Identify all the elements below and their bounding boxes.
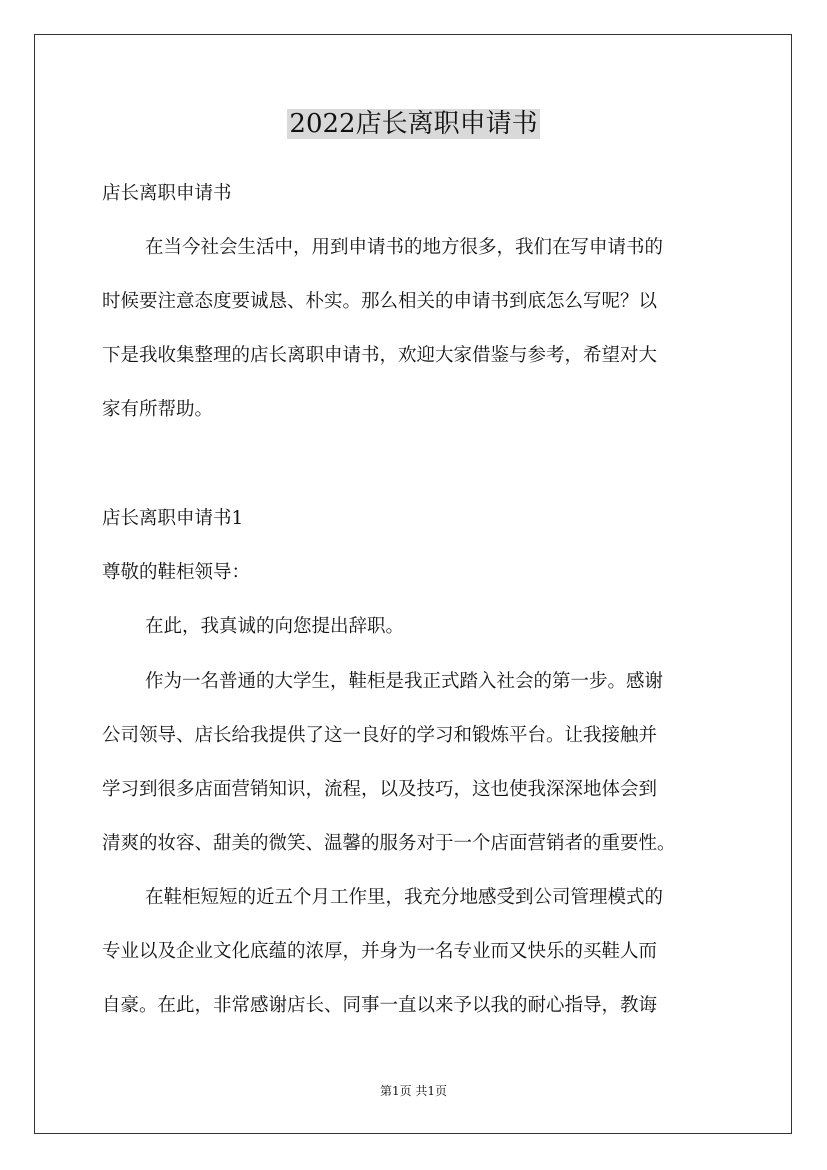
paragraph-line: 时候要注意态度要诚恳、朴实。那么相关的申请书到底怎么写呢？以 (102, 291, 658, 312)
paragraph-line: 家有所帮助。 (102, 399, 214, 420)
paragraph-line: 下是我收集整理的店长离职申请书，欢迎大家借鉴与参考，希望对大 (102, 345, 658, 366)
paragraph-line: 清爽的妆容、甜美的微笑、温馨的服务对于一个店面营销者的重要性。 (102, 833, 676, 854)
paragraph-line: 在当今社会生活中，用到申请书的地方很多，我们在写申请书的 (145, 237, 664, 258)
salutation-line: 尊敬的鞋柜领导： (102, 562, 251, 583)
paragraph-line: 在鞋柜短短的近五个月工作里，我充分地感受到公司管理模式的 (145, 887, 664, 908)
paragraph-line: 在此，我真诚的向您提出辞职。 (145, 616, 405, 637)
section-heading: 店长离职申请书1 (102, 508, 244, 529)
paragraph-line: 作为一名普通的大学生，鞋柜是我正式踏入社会的第一步。感谢 (145, 671, 664, 692)
paragraph-line: 自豪。在此，非常感谢店长、同事一直以来予以我的耐心指导，教诲 (102, 995, 658, 1016)
subtitle-line: 店长离职申请书 (102, 183, 232, 204)
document-title: 2022店长离职申请书 (289, 109, 538, 139)
page-footer: 第1页 共1页 (379, 1084, 448, 1098)
paragraph-line: 公司领导、店长给我提供了这一良好的学习和锻炼平台。让我接触并 (102, 725, 658, 746)
paragraph-line: 学习到很多店面营销知识，流程，以及技巧，这也使我深深地体会到 (102, 779, 658, 800)
paragraph-line: 专业以及企业文化底蕴的浓厚，并身为一名专业而又快乐的买鞋人而 (102, 941, 658, 962)
